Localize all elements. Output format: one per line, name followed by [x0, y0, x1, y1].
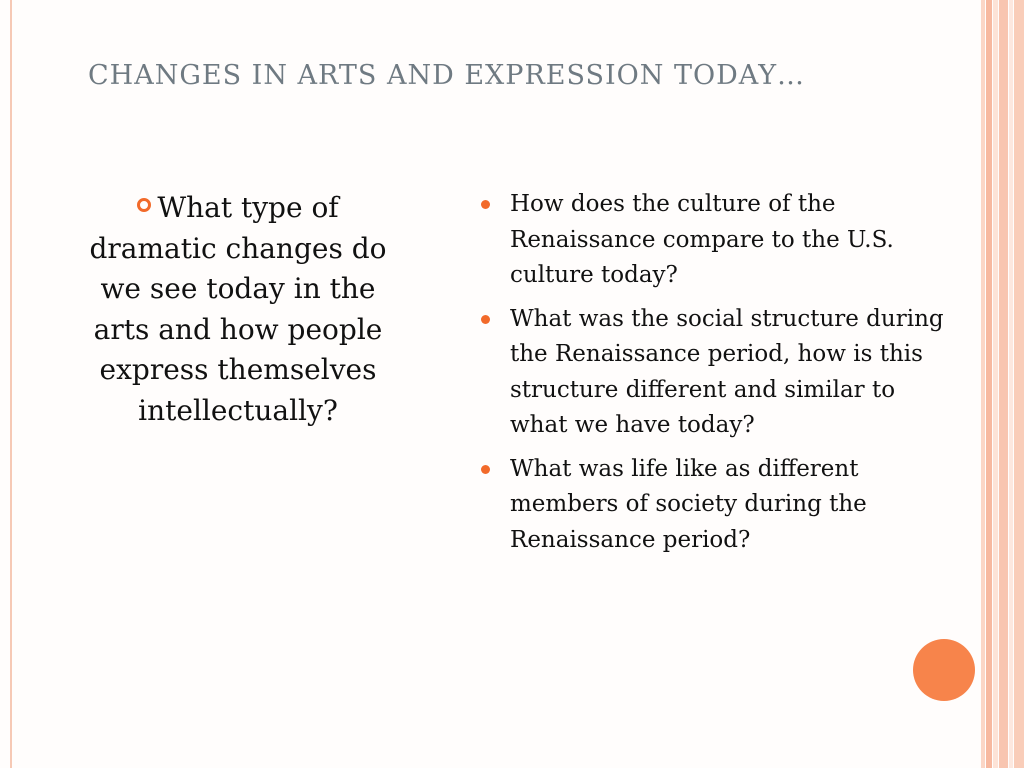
bullet-text: What was the social structure during the Renaissance period, how is this structure different and similar to what we have today?: [510, 305, 944, 438]
right-decor-stripe: [993, 0, 998, 768]
list-item: [478, 452, 948, 559]
right-bullet-list: [478, 187, 948, 566]
bullet-text: What was life like as different members of society during the Renaissance period?: [510, 455, 867, 553]
right-decor-stripe: [1014, 0, 1024, 768]
right-decor-stripe: [981, 0, 985, 768]
filled-dot-bullet-icon: [481, 200, 490, 209]
orange-circle-icon: [913, 639, 975, 701]
right-decor-stripe: [999, 0, 1008, 768]
list-item: [478, 302, 948, 444]
bullet-text: How does the culture of the Renaissance compare to the U.S. culture today?: [510, 191, 894, 288]
list-item: [478, 187, 948, 294]
right-decor-stripe: [1009, 0, 1013, 768]
left-question-text: What type of dramatic changes do we see today in the arts and how people express themselves intellectually?: [89, 191, 387, 427]
hollow-circle-bullet-icon: [137, 198, 151, 212]
left-border-line: [10, 0, 12, 768]
slide-title: CHANGES IN ARTS AND EXPRESSION TODAY…: [88, 60, 806, 91]
filled-dot-bullet-icon: [481, 315, 490, 324]
filled-dot-bullet-icon: [481, 465, 490, 474]
left-question-block: [86, 188, 390, 431]
right-decor-stripe: [986, 0, 992, 768]
